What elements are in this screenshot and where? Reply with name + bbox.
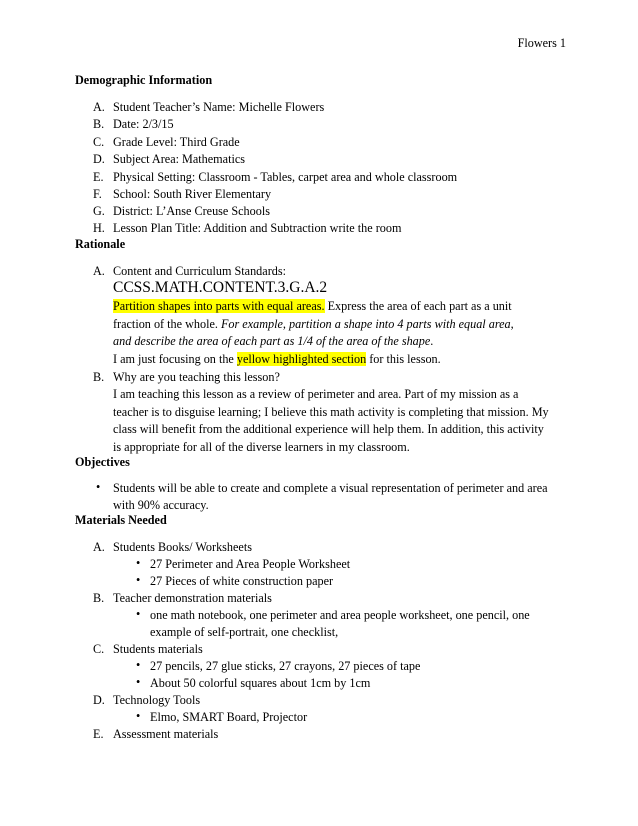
bullet-icon: • <box>136 556 141 570</box>
bullet-icon: • <box>136 573 141 587</box>
demographic-item: H. Lesson Plan Title: Addition and Subtraction write the room <box>93 221 402 235</box>
page-header: Flowers 1 <box>517 36 566 50</box>
highlighted-text: yellow highlighted section <box>236 352 367 366</box>
bullet-icon: • <box>96 480 101 494</box>
rationale-item-a: A. Content and Curriculum Standards: <box>93 264 286 278</box>
highlighted-text: Partition shapes into parts with equal areas. <box>113 299 325 313</box>
rationale-item-b: B. Why are you teaching this lesson? <box>93 370 280 384</box>
materials-subitem: Elmo, SMART Board, Projector <box>150 710 308 724</box>
demographic-item: A. Student Teacher’s Name: Michelle Flowers <box>93 100 325 114</box>
bullet-icon: • <box>136 675 141 689</box>
materials-subitem: 27 pencils, 27 glue sticks, 27 crayons, 27 pieces of tape <box>150 659 421 673</box>
demographic-item: D. Subject Area: Mathematics <box>93 152 245 166</box>
objective-line: with 90% accuracy. <box>113 498 209 512</box>
demographic-item: C. Grade Level: Third Grade <box>93 135 240 149</box>
demographic-item: G. District: L’Anse Creuse Schools <box>93 204 270 218</box>
demographic-title: Demographic Information <box>75 73 213 87</box>
objective-line: Students will be able to create and complete a visual representation of perimeter and area <box>113 481 548 495</box>
demographic-item: E. Physical Setting: Classroom - Tables, carpet area and whole classroom <box>93 170 458 184</box>
demographic-item: F. School: South River Elementary <box>93 187 272 201</box>
materials-item-c: C. Students materials <box>93 642 203 656</box>
materials-subitem: example of self-portrait, one checklist, <box>150 625 339 639</box>
materials-item-d: D. Technology Tools <box>93 693 201 707</box>
materials-subitem: About 50 colorful squares about 1cm by 1cm <box>150 676 371 690</box>
standard-line-4: I am just focusing on the yellow highlighted section for this lesson. <box>113 352 441 366</box>
materials-subitem: 27 Perimeter and Area People Worksheet <box>150 557 351 571</box>
bullet-icon: • <box>136 658 141 672</box>
materials-item-b: B. Teacher demonstration materials <box>93 591 272 605</box>
standard-code: CCSS.MATH.CONTENT.3.G.A.2 <box>113 279 328 296</box>
materials-item-a: A. Students Books/ Worksheets <box>93 540 252 554</box>
materials-title: Materials Needed <box>75 513 167 527</box>
standard-line-3: and describe the area of each part as 1/4 of the area of the shape. <box>113 334 434 348</box>
bullet-icon: • <box>136 607 141 621</box>
objectives-title: Objectives <box>75 455 130 469</box>
rationale-b-line: I am teaching this lesson as a review of perimeter and area. Part of my mission as a <box>113 387 519 401</box>
standard-line-1: Partition shapes into parts with equal areas. Express the area of each part as a unit <box>113 299 512 313</box>
bullet-icon: • <box>136 709 141 723</box>
materials-subitem: 27 Pieces of white construction paper <box>150 574 334 588</box>
demographic-item: B. Date: 2/3/15 <box>93 117 174 131</box>
rationale-b-line: is appropriate for all of the diverse learners in my classroom. <box>113 440 410 454</box>
standard-line-2: fraction of the whole. For example, partition a shape into 4 parts with equal area, <box>113 317 514 331</box>
rationale-b-line: class will benefit from the additional experience will help them. In addition, this activity <box>113 422 544 436</box>
rationale-title: Rationale <box>75 237 126 251</box>
materials-subitem: one math notebook, one perimeter and area people worksheet, one pencil, one <box>150 608 530 622</box>
rationale-b-line: teacher is to disguise learning; I believe this math activity is completing that mission. My <box>113 405 549 419</box>
materials-item-e: E. Assessment materials <box>93 727 219 741</box>
